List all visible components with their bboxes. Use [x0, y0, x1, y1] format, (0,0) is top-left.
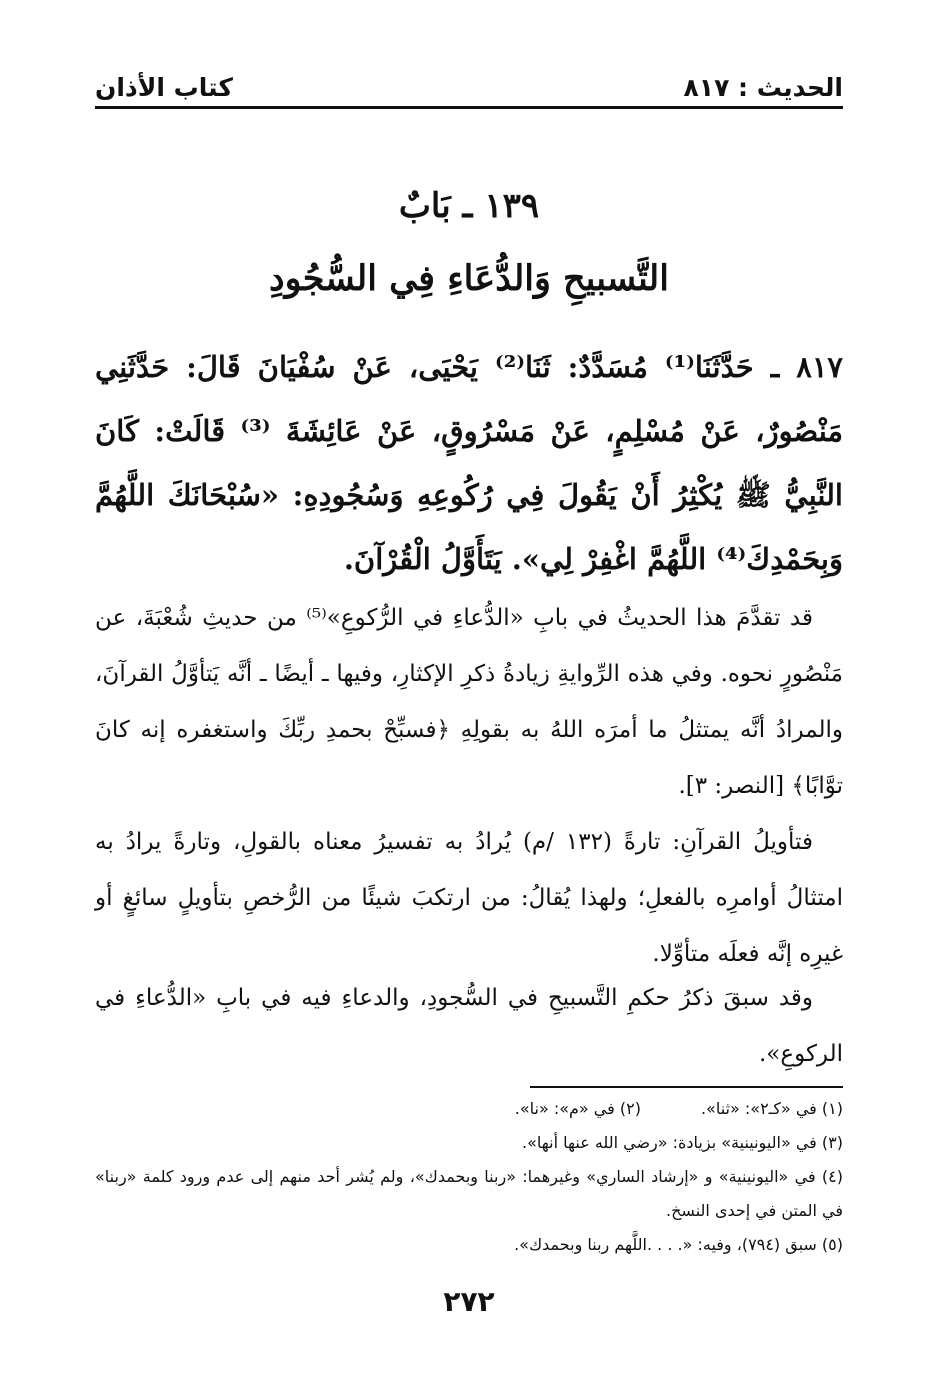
- footnote-5: (٥) سبق (٧٩٤)، وفيه: «. . . .اللَّهم ربنا وبحمدك».: [514, 1235, 843, 1254]
- footnote-2: (٢) في «م»: «نا».: [514, 1099, 641, 1118]
- page-number: ٢٧٢: [443, 1285, 495, 1318]
- footnote-divider: [530, 1086, 843, 1088]
- footnote-row: [95, 1092, 843, 1126]
- footnote-4: (٤) في «اليونينية» و «إرشاد الساري» وغيرهما: «ربنا وبحمدك»، ولم يُشر أحد منهم إلى عدم ورود كلمة «ربنا» في المتن في إحدى النسخ.: [95, 1167, 843, 1220]
- hadith-text: ٨١٧ ـ حَدَّثَنَا⁽¹⁾ مُسَدَّدٌ: ثَنَا⁽²⁾ يَحْيَى، عَنْ سُفْيَانَ قَالَ: حَدَّثَنِي مَنْصُورٌ، عَنْ مُسْلِمٍ، عَنْ مَسْرُوقٍ، عَنْ عَائِشَةَ ⁽³⁾ قَالَتْ: كَانَ النَّبِيُّ ﷺ يُكْثِرُ أَنْ يَقُولَ فِي رُكُوعِهِ وَسُجُودِهِ: «سُبْحَانَكَ اللَّهُمَّ وَبِحَمْدِكَ⁽⁴⁾ اللَّهُمَّ اغْفِرْ لِي». يَتَأَوَّلُ الْقُرْآنَ.: [95, 350, 843, 576]
- running-header: [95, 62, 843, 109]
- commentary-paragraph: فتأويلُ القرآنِ: تارةً (١٣٢ /م) يُرادُ به تفسيرُ معناه بالقولِ، وتارةً يرادُ به امتثالُ أوامرِه بالفعلِ؛ ولهذا يُقالُ: من ارتكبَ شيئًا من الرُّخصِ بتأويلٍ سائغٍ أو غيرِه إنَّه فعلَه متأوِّلا.: [95, 829, 843, 967]
- commentary-paragraph: قد تقدَّمَ هذا الحديثُ في بابِ «الدُّعاءِ في الرُّكوعِ»⁽⁵⁾ من حديثِ شُعْبَةَ، عن مَنْصُورٍ نحوه. وفي هذه الرِّوايةِ زيادةُ ذكرِ الإكثارِ، وفيها ـ أيضًا ـ أنَّه يَتأوَّلُ القرآنَ، والمرادُ أنَّه يمتثلُ ما أمرَه اللهُ به بقولِهِ ﴿فسبِّحْ بحمدِ ربِّكَ واستغفره إنه كانَ توَّابًا﴾ [النصر: ٣].: [95, 605, 843, 799]
- hadith-reference: الحديث : ٨١٧: [683, 73, 843, 102]
- footnotes: [95, 1092, 843, 1262]
- commentary-paragraph: وقد سبقَ ذكرُ حكمِ التَّسبيحِ في السُّجودِ، والدعاءِ فيه في بابِ «الدُّعاءِ في الركوعِ».: [95, 985, 843, 1067]
- chapter-title: التَّسبيحِ وَالدُّعَاءِ فِي السُّجُودِ: [269, 258, 669, 299]
- footnote-3: (٣) في «اليونينية» بزيادة: «رضي الله عنها أنها».: [522, 1133, 843, 1152]
- chapter-heading: ١٣٩ ـ بَابٌ: [398, 186, 540, 226]
- book-title: كتاب الأذان: [95, 73, 233, 102]
- footnote-1: (١) في «كـ٢»: «ثنا».: [700, 1099, 843, 1118]
